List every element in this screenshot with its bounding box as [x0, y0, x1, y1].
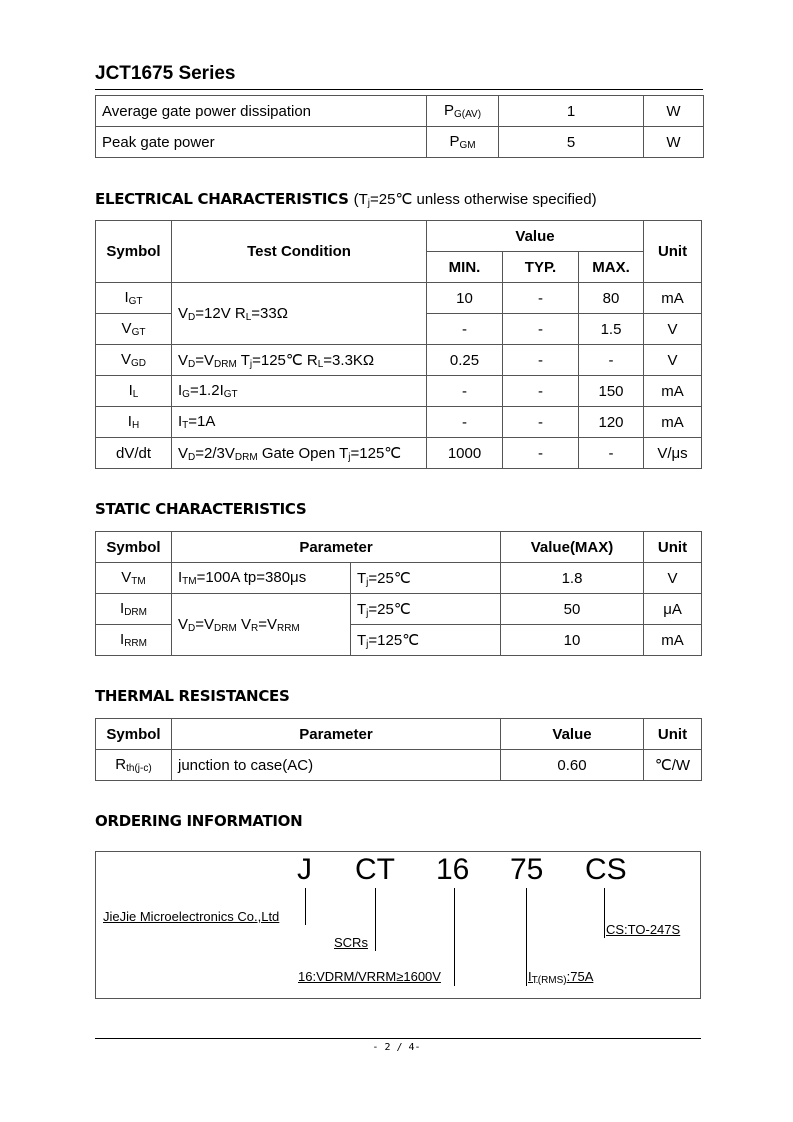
- param-cell: junction to case(AC): [172, 750, 501, 781]
- code-cs: CS: [585, 853, 627, 886]
- col-header-symbol: Symbol: [96, 532, 172, 563]
- connector-line: [454, 888, 455, 986]
- value-cell: 1: [499, 96, 644, 127]
- col-header-max: MAX.: [579, 252, 644, 283]
- table-row: [96, 283, 702, 314]
- symbol-cell: $R_{th(j-c)}$: [96, 750, 172, 781]
- col-header-value: Value: [427, 221, 644, 252]
- value-cell: 10: [501, 625, 644, 656]
- min-cell: -: [427, 314, 503, 345]
- table-row: [96, 345, 702, 376]
- gate-power-table: [95, 95, 704, 158]
- unit-cell: μA: [644, 594, 702, 625]
- col-header-parameter: Parameter: [172, 719, 501, 750]
- condition-cell: $I_G=1.2I_{GT}$: [172, 376, 427, 407]
- label-voltage: 16:VDRM/VRRM≥1600V: [298, 969, 441, 984]
- tj-cell: $T_j=125℃$: [351, 625, 501, 656]
- col-header-unit: Unit: [644, 532, 702, 563]
- electrical-note: ($T_j=25℃$ unless otherwise specified): [353, 191, 597, 209]
- unit-cell: mA: [644, 407, 702, 438]
- max-cell: 80: [579, 283, 644, 314]
- symbol-cell: $P_{G(AV)}$: [427, 96, 499, 127]
- condition-cell: $V_D=V_{DRM}$ $T_j=125℃$ $R_L=3.3K\Omega$: [172, 345, 427, 376]
- unit-cell: mA: [644, 283, 702, 314]
- param-cell: Peak gate power: [96, 127, 427, 158]
- col-header-min: MIN.: [427, 252, 503, 283]
- typ-cell: -: [503, 376, 579, 407]
- unit-cell: mA: [644, 376, 702, 407]
- col-header-symbol: Symbol: [96, 221, 172, 283]
- min-cell: 1000: [427, 438, 503, 469]
- table-row: [96, 127, 704, 158]
- table-header-row: [96, 221, 702, 252]
- col-header-test-condition: Test Condition: [172, 221, 427, 283]
- symbol-cell: $P_{GM}$: [427, 127, 499, 158]
- col-header-unit: Unit: [644, 719, 702, 750]
- unit-cell: V/μs: [644, 438, 702, 469]
- unit-cell: ℃/W: [644, 750, 702, 781]
- value-cell: 0.60: [501, 750, 644, 781]
- symbol-cell: $V_{GD}$: [96, 345, 172, 376]
- symbol-cell: $I_L$: [96, 376, 172, 407]
- symbol-cell: $I_{DRM}$: [96, 594, 172, 625]
- label-current: $I_{T(RMS)}:75A$: [528, 969, 594, 986]
- condition-cell: $I_T=1A$: [172, 407, 427, 438]
- header-rule: [95, 89, 703, 90]
- electrical-section-title: ELECTRICAL CHARACTERISTICS ($T_j=25℃$ unless otherwise specified): [95, 190, 597, 209]
- max-cell: 120: [579, 407, 644, 438]
- electrical-table: [95, 220, 702, 469]
- footer-rule: [95, 1038, 701, 1039]
- table-header-row: [96, 532, 702, 563]
- unit-cell: W: [644, 127, 704, 158]
- symbol-cell: dV/dt: [96, 438, 172, 469]
- code-75: 75: [510, 853, 544, 886]
- max-cell: 1.5: [579, 314, 644, 345]
- typ-cell: -: [503, 314, 579, 345]
- min-cell: 0.25: [427, 345, 503, 376]
- unit-cell: V: [644, 563, 702, 594]
- label-company: JieJie Microelectronics Co.,Ltd: [103, 909, 280, 924]
- max-cell: 150: [579, 376, 644, 407]
- thermal-section-title: THERMAL RESISTANCES: [95, 687, 290, 705]
- table-header-row: [96, 719, 702, 750]
- param-cell: $V_D=V_{DRM}$ $V_R=V_{RRM}$: [172, 594, 351, 656]
- col-header-unit: Unit: [644, 221, 702, 283]
- condition-cell: $V_D=2/3V_{DRM}$ Gate Open $T_j=125℃$: [172, 438, 427, 469]
- code-ct: CT: [355, 853, 395, 886]
- symbol-cell: $I_H$: [96, 407, 172, 438]
- typ-cell: -: [503, 407, 579, 438]
- unit-cell: V: [644, 314, 702, 345]
- typ-cell: -: [503, 283, 579, 314]
- page-title: JCT1675 Series: [95, 63, 236, 84]
- unit-cell: mA: [644, 625, 702, 656]
- value-cell: 1.8: [501, 563, 644, 594]
- col-header-symbol: Symbol: [96, 719, 172, 750]
- symbol-cell: $I_{GT}$: [96, 283, 172, 314]
- col-header-value: Value: [501, 719, 644, 750]
- unit-cell: V: [644, 345, 702, 376]
- ordering-section-title: ORDERING INFORMATION: [95, 812, 303, 830]
- tj-cell: $T_j=25℃$: [351, 594, 501, 625]
- code-j: J: [297, 853, 312, 886]
- param-cell: $I_{TM}=100A$ tp=380μs: [172, 563, 351, 594]
- connector-line: [305, 888, 306, 925]
- thermal-table: [95, 718, 702, 781]
- value-cell: 5: [499, 127, 644, 158]
- typ-cell: -: [503, 345, 579, 376]
- col-header-parameter: Parameter: [172, 532, 501, 563]
- min-cell: 10: [427, 283, 503, 314]
- tj-cell: $T_j=25℃$: [351, 563, 501, 594]
- static-table: [95, 531, 702, 656]
- table-row: [96, 594, 702, 625]
- table-row: [96, 563, 702, 594]
- min-cell: -: [427, 407, 503, 438]
- col-header-value: Value(MAX): [501, 532, 644, 563]
- code-16: 16: [436, 853, 470, 886]
- page-number: - 2 / 4-: [372, 1042, 421, 1053]
- label-package: CS:TO-247S: [606, 922, 681, 937]
- symbol-cell: $V_{GT}$: [96, 314, 172, 345]
- condition-cell: $V_D=12V$ $R_L=33\Omega$: [172, 283, 427, 345]
- symbol-cell: $V_{TM}$: [96, 563, 172, 594]
- table-row: [96, 438, 702, 469]
- table-row: [96, 750, 702, 781]
- connector-line: [526, 888, 527, 986]
- static-section-title: STATIC CHARACTERISTICS: [95, 500, 307, 518]
- label-scr: SCRs: [334, 935, 368, 950]
- max-cell: -: [579, 345, 644, 376]
- value-cell: 50: [501, 594, 644, 625]
- table-row: [96, 376, 702, 407]
- typ-cell: -: [503, 438, 579, 469]
- max-cell: -: [579, 438, 644, 469]
- connector-line: [604, 888, 605, 938]
- param-cell: Average gate power dissipation: [96, 96, 427, 127]
- unit-cell: W: [644, 96, 704, 127]
- table-row: [96, 407, 702, 438]
- col-header-typ: TYP.: [503, 252, 579, 283]
- min-cell: -: [427, 376, 503, 407]
- connector-line: [375, 888, 376, 951]
- table-row: [96, 96, 704, 127]
- symbol-cell: $I_{RRM}$: [96, 625, 172, 656]
